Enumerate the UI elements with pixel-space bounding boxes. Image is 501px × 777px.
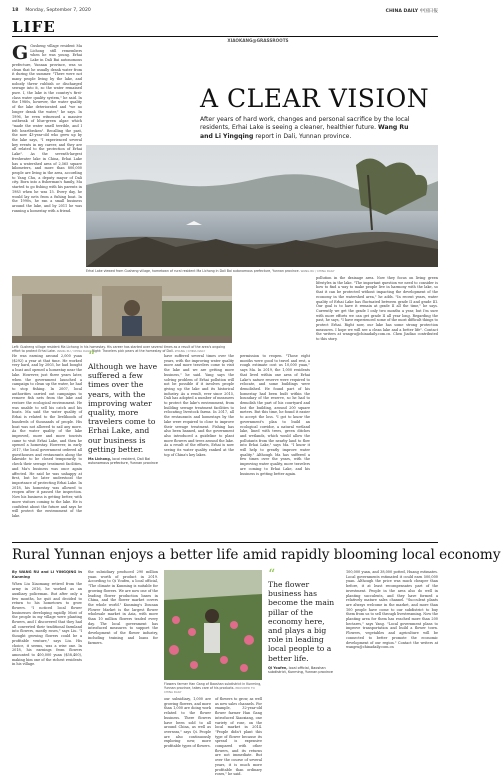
story2-pull-quote-attribution: Qi Youfen, local official, Baoshan subdistrict, Kunming, Yunnan province [268,665,334,675]
story2-headline: Rural Yunnan enjoys a better life amid rapidly blooming local economy [12,547,501,563]
feature-headline-block [200,86,440,141]
feature-headline: A CLEAR VISION [200,84,430,113]
page-date: Monday, September 7, 2020 [25,8,91,13]
feature-column-4: permission to reopen. "Those eight months were good to travel and rest, a rough estimate cost us 10,000 yuan," says Ma. In 2019, the 1,000 residents that lived within one area of Erhai Lake's nature reserve were required to relocate, and some buildings were demolished. He found part of his homestay had been built within the boundary of the reserve, so he had to demolish the part of his courtyard and lost the building, around 200 square meters. But this time, he found it easier to accept the loss. "I got to know the government's plan to build an ecological corridor, a natural wetland lake, lined with trees, green ditches and wetlands, which would allow the pollutants from the nearby land to flow into Erhai Lake," says Ma. "I know it will help to greatly improve water quality." Although Ma has suffered a few times over the years, with the improving water quality, more travelers are coming to Erhai Lake, and his business is getting better again. [240,354,310,476]
drop-cap: G [12,42,29,64]
main-photo-erhai-lake [86,145,438,267]
story2-column-2: the subsidiary produced 290 million yuan worth of product in 2019. According to Qi Youfen, a local official, "The climate in Kunming is suitable for growing flowers. We are now one of the leading flower production bases in China, and the flower market covers the whole world." Kunming's Dounan Flower Market is the largest flower wholesale market in Asia, with more than 10 million flowers traded every day. The local government has introduced measures to support the development of the flower industry, including training and loans for farmers. [88,570,158,645]
paper-name: CHINA DAILY [385,9,419,14]
story-divider [12,542,438,543]
page-header [12,8,438,16]
feature-column-5: pollution in the drainage area. Now they focus on living green lifestyles in the lake. "The important question we need to consider is how to find a way to make people live in harmony with the lake, so that it can be protected without impacting the development of the economy in the watershed area," he adds. "In recent years, water quality of Erhai Lake has fluctuated between grade II and grade III. Our goal is to have it remain at grade II all the time," he says. Currently we get the grade I only two months a year, but I'm sure with more efforts we can get grade II all year long. Regarding the past, he says, "I have experienced some of the most difficult things to protect Erhai. Right now, our lake has some strong protection measures. I hope we will see a clean lake and a better life". Contact the writers at wangru@chinadaily.com.cn. Chen Jiadiao contributed to this story. [316,276,438,342]
story2-pull-quote-text: The flower business has become the main pillar of the economy here, and plays a big role in leading local people to a better life. [268,580,335,663]
story2-column-3b: of flowers to grow, as well as new sales channels. For example, 32-year-old flower farmer Han Gang introduced Xiaoxiang, one variety of rose, on the local market in 2014. "People didn't plant this type of flower because its spread is expensive compared with other flowers, and its returns are not immediate. But over the course of several years, it is much more profitable than ordinary roses," he said. [215,697,262,777]
kicker: XIAOKANG@GRASSROOTS [227,38,289,43]
story2-column-3: our subsidiary, 1,000 are growing flowers, and more than 1,000 are doing work related to the flower business. There flowers have been sold to all around China, as well as overseas," says Qi. People are also continuously exploring new, more profitable types of flowers. [164,697,211,749]
story2-column-1: By WANG RU and LI YINGQING in Kunming When Liu Xiaomang retired from the army in 2016, he worked as an auxiliary policeman. But after only a few months, he quit and decided to return to his hometown to grow flowers. "I noticed local flower businesses developing rapidly. Most of the people in my village were planting flowers, and I discovered that they had all converted their traditional farmland into flowers, mostly roses," says Liu. "I thought growing flowers could be a profitable venture," says Liu. His choice, it seems, was a wise one. In 2018, his earnings from flowers amounted to 400,000 yuan ($58,400), making him one of the richest residents in his village. [12,570,82,667]
story2-byline: By WANG RU and LI YINGQING in Kunming [12,570,82,579]
story2-column-5: 100,000 yuan, and 38,000 potted, Huang estimates. Local governments estimated it could earn 500,000 yuan. Although the price was much cheaper than before, it at least recompensates part of the investment. People in the area also do well in planting succulents, and they have formed a relatively mature sales channel. "Succulent plants are always welcome in the market, and more than 100 people have come to our subdistrict to buy them from us to sell through livestreaming. Now the planting area for them has reached more than 200 hectares," says Yang. "Local government plans to improve transportation and build a flower town. Flowers, vegetables and agriculture will be connected to better promote the economic development of our region." Contact the writers at wangru@chinadaily.com.cn [346,570,438,650]
paper-name-cn: 中国日报 [419,9,438,14]
feature-pull-quote [88,349,158,466]
page-number: 18 [12,8,19,13]
feature-column-1: G Gusheng village resident Ma Lichong still remembers when he was young. Erhai Lake in Dali Bai autonomous prefecture, Yunnan province, was so clean that he usually drank water from it during the summer. "There were not many people living by the lake, and nobody threw rubbish or discharged sewage into it, so the water remained pure. I, the lake is the country's first-class water quality system," he said. In the 1980s, however, the water quality of the lake deteriorated and "we no longer drank the water," he says. In 1996, he even witnessed a massive outbreak of blue-green algae which "made the water smell terrible, and I felt heartbroken". Recalling the past, the now 43-year-old who grew up by the lake says, "I experienced several key events in my career, and they are all related to the protection of Erhai Lake". As the seventh-largest freshwater lake in China, Erhai Lake has a watershed area of 2,565 square kilometers, and more than 800,000 people are living in the area, according to Yang Chu, a deputy mayor of Dali city. Born into a fisherman's family, Ma started to go fishing with his parents in 1983 when he was 15. Every day, he would lay nets from a fishing boat. In the 1990s, he ran a small business around the lake, and by 2011 he was running a homestay with a friend. [12,42,82,213]
feature-deck: After years of hard work, changes and personal sacrifice by the local residents, Erhai Lake is seeing a cleaner, healthier future. Wang Ru and Li Yingqing report in Dali, Yunnan province. [200,116,410,140]
story2-photo-flower-farmer [164,570,262,680]
inset-photo-caption: Left: Gusheng village resident Ma Lichong in his homestay. His career has started over several times as a result of the area's ongoing effort to protect Erhai Lake. WANG RU / CHINA DAILY Right: Travelers pick pears at the homestay of Dali. ZHANG / CHINA DAILY [12,345,226,353]
inset-photo-homestay [12,276,232,343]
feature-column-3: have suffered several times over the years, with the improving water quality more and more travelers come to visit the lake and we are getting more business," he said. Yang says the solving problem of Erhai pollution will not be possible if it involves people giving up the lake and its historical industry. As a result, ever since 2015, Dali has adopted a number of measures to protect the lake's environment, from building sewage treatment facilities to relocating livestock farms. In 2017, all the restaurants and homestays by the lake were required to close to improve their sewage treatment. Fishing has also been banned, and the government also introduced a guideline to plant more flowers and trees around the lake. As a result of the efforts, Erhai is now seeing its water quality ranked at the top of China's key lakes. [164,354,235,457]
pull-quote-attribution: Ma Lichong, local resident, Dali Bai autonomous prefecture, Yunnan province [88,457,158,466]
pull-quote-text: Although we have suffered a few times over the years, with the improving water quality, more travelers come to Erhai Lake, and our business is getting better. [88,362,158,454]
quote-mark-icon: “ [88,349,96,365]
story2-pull-quote [268,567,340,675]
section-title: LIFE [12,18,56,36]
feature-column-2: He was earning around 2,000 yuan ($292) a year at that time. He worked very hard, and by 2003, he had bought a boat and opened a homestay near the lake. However, just three years later, when the government launched a campaign to clean up the water, he had to stop fishing. In 2007, local authorities carried out campaigns to remove fish nets from the lake and restore the ecological environment. He was unable to sell his catch and his boats. Ma said the water quality of Erhai is related to the livelihoods of hundreds of thousands of people. His boat was not allowed to sail any more. As the water quality of the lake improved, more and more tourists came to visit Erhai Lake, and then he opened a homestay. However, in early 2017, the local government ordered all guesthouses and restaurants along the lakeside to be closed temporarily to check their sewage treatment facilities, and Ma's business was once again affected. He said he was unhappy at first, but he later understood the importance of protecting Erhai Lake. In 2018, his homestay was allowed to reopen after it passed the inspection. Now his business is getting better, with more visitors coming to the lake. He is confident about the future and says he will protect the environment of the lake. [12,354,82,518]
story2-photo-caption: Flowers farmer Han Gang of Baoshan subdistrict in Kunming, Yunnan province, takes care of his products. PROVIDED TO CHINA DAILY [164,682,262,694]
main-photo-caption: Erhai Lake viewed from Gusheng village, hometown of rural resident Ma Lichong in Dali Bai autonomous prefecture, Yunnan province. WANG RU / CHINA DAILY [86,269,335,273]
quote-mark-icon: “ [268,567,276,583]
section-rule [12,36,438,37]
